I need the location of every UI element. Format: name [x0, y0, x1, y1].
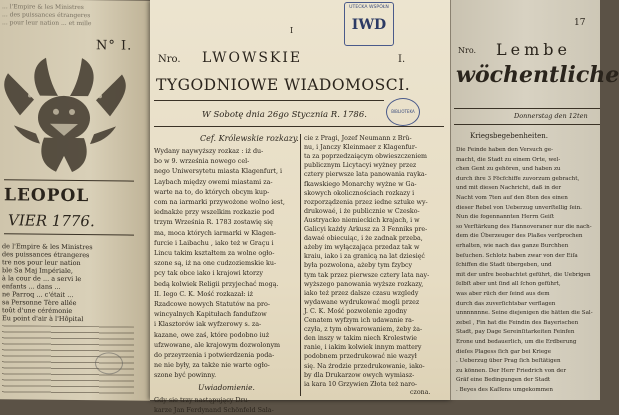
center-title-line1: LWOWSKIE — [202, 50, 303, 66]
body-text-line: się. Na źrodzie przedrukowanie, iako- — [304, 362, 425, 370]
body-text-line: macht, die Stadt zu einem Orte, wel- — [456, 156, 561, 163]
center-dateline: W Sobotę dnia 26go Stycznia R. 1786. — [202, 110, 367, 120]
library-stamp-icon — [95, 352, 123, 374]
body-text-line: chen Gent zu gehören, und haben zu — [456, 166, 561, 173]
body-text-line: com na iarmarki przywożone wolno iest, — [154, 198, 285, 206]
body-text-line: ta za poprzedzaiącym obwieszczeniem — [304, 153, 428, 161]
left-body-line: à la cour de ... a servi le — [2, 274, 82, 284]
body-text-line: ufzwowane, ale krajowym dozwolonym — [154, 340, 281, 349]
left-issue-number: N° I. — [96, 38, 133, 54]
body-text-line: so Verſtärkung des Hannoveraner nur die nach- — [456, 223, 592, 230]
body-text-line: ma, moca których iarmarki w Klagen- — [154, 228, 276, 237]
body-text-line: cztery pierwsze lata panowania rayka- — [304, 171, 427, 179]
body-text-line: wincyalnych Kapitułach fandufzow — [154, 310, 267, 319]
body-text-line: ne nie były, za także nie warte ogło- — [154, 361, 270, 370]
body-text-line: J. C. K. Mość pozwolenie zgodny — [304, 307, 407, 315]
left-body-line: ne Parroq ... c'était ... — [2, 290, 74, 299]
body-text-line: dawaé obiecuiąc, i że zadnak przeba, — [304, 235, 423, 243]
body-text-line: ażeby im wyłączająca przedaz tak w — [304, 244, 420, 252]
body-text-line: Stadt, pay Dage Sereinſitarkeiten Feinfen — [456, 329, 575, 336]
body-text-line: tym tak przez pierwsze cztery lata nay- — [304, 271, 430, 279]
body-text-line: zu können. Der Herr Friedrich von der — [456, 367, 567, 374]
body-text-line: kazane, owe zaś, które podobno iuż — [154, 330, 270, 339]
center-page-number: I — [290, 26, 294, 35]
center-masthead-prefix: Nro. — [158, 54, 181, 65]
body-text-line: ia kara 10 Grzywien Złota też naro- — [304, 380, 418, 388]
body-text-line: durch ihre 3 Föcfchiffe zuvorzum gebracht, — [456, 175, 580, 182]
right-title-line1: Lembe — [496, 40, 571, 59]
biblioteka-round-stamp: BIBLIOTEKA — [386, 98, 420, 126]
body-text-line: cie z Pragi, Jozef Neumann z Brü- — [304, 135, 412, 142]
body-text-line: Erone und bedauerlich, um die Erdberung — [456, 339, 577, 345]
left-header-line: ... des puissances étrangeres — [2, 11, 91, 20]
body-text-line: Gräf eine Bedingungen der Stadt — [456, 377, 551, 384]
body-text-line: beſuchen. Schlotz haben zwar von der Eiſa — [456, 252, 578, 259]
body-text-line: II. Iego C. K. Mość rozkazał: iż — [154, 289, 254, 298]
body-text-line: Gdy sie trzy nastąpujący Dru- — [154, 395, 250, 404]
body-text-line: karze Jan Ferdynand Schönfeld Sala- — [154, 405, 274, 414]
body-text-line: Die Feinde haben den Versuch ge- — [456, 147, 554, 153]
body-text-line: nu, i Janczy Kleinmaer z Klagenfur- — [304, 144, 417, 152]
body-text-line: furcie i Laibachu , iako też w Graçu i — [154, 238, 274, 247]
body-text-line: była pozwolona, ażeby tym fzybcy — [304, 262, 413, 270]
stamp-letters: IWD — [351, 17, 387, 33]
body-text-line: Lincu takim kształtem za wolne ogło- — [154, 249, 275, 257]
body-text-line: und mit diesen Nachricht, daß in der — [456, 185, 562, 192]
body-text-line: . Ueberzug über Prag ſich beſtätigen — [456, 358, 561, 365]
body-text-line: fkawskiego Monarchy wyżne w Ga- — [304, 180, 417, 188]
body-text-line: rozporządzenia przez iedne sztuke wy- — [304, 198, 428, 206]
body-text-line: iednakże przy wszelkim rozkazie pod — [154, 208, 275, 217]
body-text-line: warte na to, do których obcym kup- — [154, 187, 270, 196]
col2-last-word: czona. — [410, 388, 431, 396]
body-text-line: dieſes Plagess ſich gar bei Kriege — [456, 348, 552, 355]
left-body-line: sa Personne Tère allée — [2, 298, 77, 308]
body-text-line: i Klasztorów iak wyfzerowy s. za- — [154, 320, 262, 329]
center-title-line2: TYGODNIOWE WIADOMOSCI. — [156, 76, 411, 94]
body-text-line: Nacht vom 7ten auf den 8ten des einen — [456, 195, 568, 201]
body-text-line: by dla Drukarzow owych wymiasz- — [304, 371, 415, 379]
body-text-line: . Beyes des Kaſſens umgekommen — [456, 387, 553, 393]
body-text-line: mit der unſre beobachtet geführt, die Uebrigen — [456, 271, 591, 278]
body-text-line: ranie, i iakim kolwiek innym mattery — [304, 344, 422, 352]
body-text-line: dieser Rebel von Ueberzug unverſtellig ſein. — [456, 204, 582, 211]
body-text-line: Cenatem wyfzym ich udawanie ra- — [304, 317, 414, 324]
body-text-line: drukowaé, i że publicznie w Czesko- — [304, 207, 420, 215]
right-title-line2: wöchentliche — [456, 62, 619, 88]
center-newspaper-page — [150, 0, 450, 414]
body-text-line: szone są, iż na one cudzoziemskie ku- — [154, 259, 277, 268]
left-date: VIER 1776. — [8, 211, 95, 231]
body-text-line: zebel , Fin hat die Feindin des Bayerischen — [456, 319, 579, 326]
left-body-line: enfants ... dans ... — [2, 282, 61, 291]
body-text-line: durch das zuverſichtsbar verflagen — [456, 300, 556, 307]
body-text-line: trzym Września R. 1783 zostawię się — [154, 218, 273, 227]
body-text-line: do przeyrzenia i potwierdzenia poda- — [154, 351, 275, 359]
body-text-line: nego Uniwersytetu miasta Klagenfurt, i — [154, 167, 283, 176]
body-text-line: skowych okolicznościach rozkazy i — [304, 189, 415, 197]
body-text-line: szone być powinny. — [154, 371, 217, 380]
body-text-line: Galicyi każdy Arkusz za 3 Fenniks pre- — [304, 226, 428, 233]
body-text-line: podobnem przedrukować nie wazył — [304, 353, 417, 361]
body-text-line: ſelbſt aber unt ſind all ſchon geführt, — [456, 281, 561, 288]
left-newspaper-page — [0, 0, 150, 401]
right-newspaper-page — [450, 0, 619, 400]
left-body-line: des puissances étrangeres — [2, 250, 90, 260]
body-text-line: czyła, z tym obwarowaniem, żeby ża- — [304, 326, 423, 334]
library-ownership-stamp — [344, 2, 394, 46]
body-text-line: Nun die fogennannten Herrn Geiſt — [456, 214, 555, 221]
body-text-line: wyższego panowania wyższe rozkazy, — [304, 280, 424, 288]
left-body-line: Eu point d'air à l'Hôpital — [2, 314, 84, 324]
body-text-line: Wydany naywyższy rozkaz : iż du- — [154, 147, 264, 155]
left-body-line: tre nos pour leur nation — [2, 258, 81, 268]
eagle-ornament-icon — [0, 55, 130, 176]
body-text-line: iako też przez dalsze czasu wzgledy — [304, 289, 419, 297]
body-text-line: was aber rüch der ſeind aus dem — [456, 291, 550, 297]
right-dateline: Donnerstag den 12ten — [514, 112, 588, 120]
stamp-ring-text: UTECKA WSPÓŁN — [349, 5, 389, 10]
left-header-line: ... l'Empire & les Ministres — [2, 3, 84, 12]
left-body-line: toût d'une cérémonie — [2, 306, 73, 315]
left-header-line: ... pour leur nation ... et mille — [2, 19, 92, 28]
body-text-line: Rzadcowe nowych Statutów na pro- — [154, 300, 271, 308]
body-text-line: bo w 9. września nowego cel- — [154, 157, 250, 166]
left-body-line: de l'Empire & les Ministres — [2, 242, 93, 252]
body-text-line: publicznym Licytacyi wyżney przez — [304, 162, 417, 170]
body-text-line: dem die Überzeuger des Plaßes verſprochen — [456, 233, 583, 240]
body-text-line: Austryacko niemieckich krajach, i w — [304, 216, 420, 224]
body-text-line: pcy tak obce iako i krajowi ktorzy — [154, 269, 264, 278]
right-section-heading: Kriegsbegebenheiten. — [470, 132, 548, 140]
body-text-line: erhalten, wie nach das ganze Burchhen — [456, 243, 569, 249]
body-text-line: ſchiffen die Stadt übergeben, und — [456, 262, 552, 269]
body-text-line: den inszy w takim niech Krolestwie — [304, 335, 417, 343]
col1-heading: Cef. Królewskie rozkazy. — [200, 134, 299, 143]
center-issue-number: I. — [398, 54, 406, 65]
body-text-line: wydawane wydrukować mogli przez — [304, 298, 420, 306]
body-text-line: Laybach między owemi miastami za- — [154, 177, 273, 186]
left-body-line: ble Sa Maj Impériale, — [2, 266, 73, 275]
body-text-line: kraiu, iako i za granicą na lat dziesięć — [304, 253, 425, 261]
body-text-line: unnnnnnne. Seine diejenigen die hätten die Sal- — [456, 310, 593, 317]
left-city-title: LEOPOL — [4, 185, 90, 207]
body-text-line: bedą kolwiek Religii przyjechać mogą. — [154, 279, 279, 288]
right-page-number: 17 — [574, 18, 586, 28]
right-masthead-prefix: Nro. — [458, 46, 477, 55]
col1-heading2: Uwiadomienie. — [198, 382, 255, 392]
